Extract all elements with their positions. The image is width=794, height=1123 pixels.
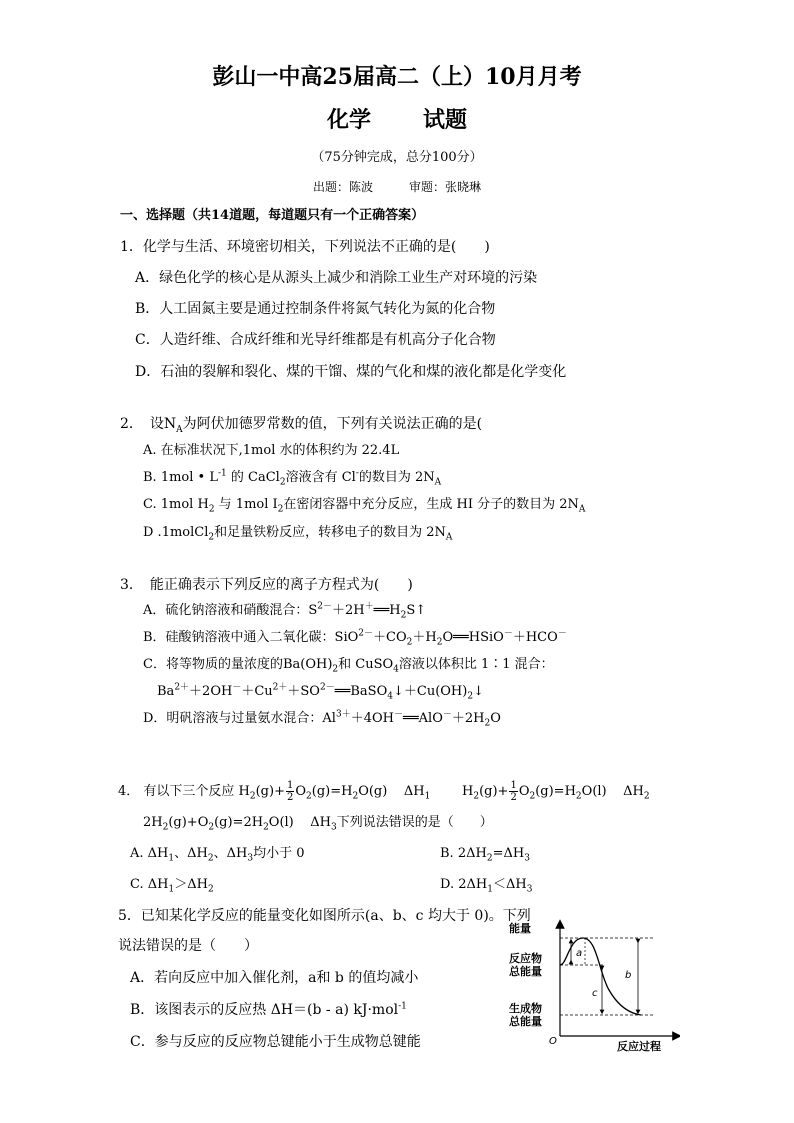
q4-line-2: $2H_2(g)+O_2(g)=2H_2O(l)$ $\Delta H_3$下列说法错误的是（ ） — [143, 815, 493, 833]
reactant-label-1: 反应物 — [509, 952, 542, 965]
q4-option-c: C. $\Delta H_1>\Delta H_2$ — [130, 877, 214, 895]
q3-option-c: C．将等物质的量浓度的$Ba(OH)_2$和 CuSO$_4$溶液以体积比 1∶1 混合： — [143, 657, 554, 675]
q4-option-a: A. $\Delta H_1$、$\Delta H_2$、$\Delta H_3$均小于 0 — [130, 846, 305, 864]
fraction-half: $\frac{1}{2}$ — [286, 780, 294, 803]
exam-time-info: （75分钟完成，总分100分） — [311, 150, 483, 165]
q3-option-b: B．硅酸钠溶液中通入二氧化碳：$SiO^{2-}+CO_2+H_2O══HSiO^-+HCO^-$ — [143, 628, 567, 648]
q1-stem: 1．化学与生活、环境密切相关，下列说法不正确的是( ) — [120, 239, 490, 255]
q4-stem: 4． 有以下三个反应 $H_2(g)+$ $\frac{1}{2}$ $O_2(g)=H_2O(g)$ $\Delta H_1$ — [118, 780, 431, 803]
q5-option-c: C．参与反应的反应物总键能小于生成物总键能 — [130, 1034, 421, 1050]
exam-title: 彭山一中高25届高二（上）10月月考 — [212, 64, 582, 90]
q2-option-b: B. 1mol • $L^{-1}$ 的 CaCl$_2$溶液含有 Cl-的数目为 $2N_A$ — [143, 468, 442, 488]
q2-option-a: A. 在标准状况下,1mol 水的体积约为 22.4L — [143, 443, 400, 458]
q1-option-a: A．绿色化学的核心是从源头上减少和消除工业生产对环境的污染 — [135, 270, 538, 286]
label-b: b — [625, 970, 632, 981]
q4-option-b: B. $2\Delta H_2=\Delta H_3$ — [440, 846, 530, 864]
exam-credits — [0, 178, 794, 195]
reactant-label-2: 总能量 — [509, 965, 542, 978]
q3-stem: 3． 能正确表示下列反应的离子方程式为( ) — [120, 577, 413, 593]
q2-stem: 2． 设$N_A$为阿伏加德罗常数的值，下列有关说法正确的是( — [120, 416, 483, 435]
q1-option-d: D．石油的裂解和裂化、煤的干馏、煤的气化和煤的液化都是化学变化 — [135, 364, 567, 380]
q5-stem-line2: 说法错误的是（ ） — [118, 938, 258, 954]
product-label-1: 生成物 — [509, 1002, 542, 1015]
q4-option-d: D. $2\Delta H_1<\Delta H_3$ — [440, 877, 533, 895]
q3-option-c-equation: $Ba^{2+}+2OH^-+Cu^{2+}+SO^{2-}══BaSO_4↓+Cu(OH)_2↓$ — [157, 682, 484, 702]
label-a: a — [576, 948, 583, 959]
label-c: c — [592, 988, 598, 999]
energy-diagram — [505, 918, 680, 1053]
q5-option-a: A．若向反应中加入催化剂，a和 b 的值均减小 — [130, 970, 419, 986]
section-heading: 一、选择题（共14道题，每道题只有一个正确答案） — [120, 208, 425, 223]
q5-option-b: B．该图表示的反应热 ΔH＝(b - a) kJ·mol$^{-1}$ — [130, 1001, 407, 1018]
q1-option-c: C．人造纤维、合成纤维和光导纤维都是有机高分子化合物 — [135, 332, 496, 348]
exam-subject: 化学 试题 — [326, 107, 468, 133]
x-axis-label: 反应过程 — [617, 1040, 661, 1053]
y-axis-label: 能量 — [509, 922, 531, 935]
q2-option-c: C. 1mol $H_2$ 与 1mol $I_2$在密闭容器中充分反应，生成 HI 分子的数目为 $2N_A$ — [143, 497, 586, 515]
q2-option-d: D .1molCl$_2$和足量铁粉反应，转移电子的数目为 $2N_A$ — [143, 525, 453, 543]
q3-option-d: D．明矾溶液与过量氨水混合：$Al^{3+}+4OH^-══AlO^-+2H_2O$ — [143, 709, 501, 729]
origin-label: O — [549, 1036, 557, 1047]
q1-option-b: B．人工固氮主要是通过控制条件将氮气转化为氮的化合物 — [135, 301, 496, 317]
q5-stem-line1: 5．已知某化学反应的能量变化如图所示(a、b、c 均大于 0)。下列 — [118, 908, 531, 924]
reviewer-label: 审题：张晓琳 — [409, 180, 482, 194]
author-label: 出题：陈波 — [312, 180, 373, 194]
q4-reaction-2: $H_2(g)+$ $\frac{1}{2}$ $O_2(g)=H_2O(l)$ $\Delta H_2$ — [462, 780, 650, 803]
product-label-2: 总能量 — [509, 1015, 542, 1028]
q3-option-a: A．硫化钠溶液和硝酸混合：$S^{2-}+2H^+══H_2S↑$ — [143, 601, 427, 621]
